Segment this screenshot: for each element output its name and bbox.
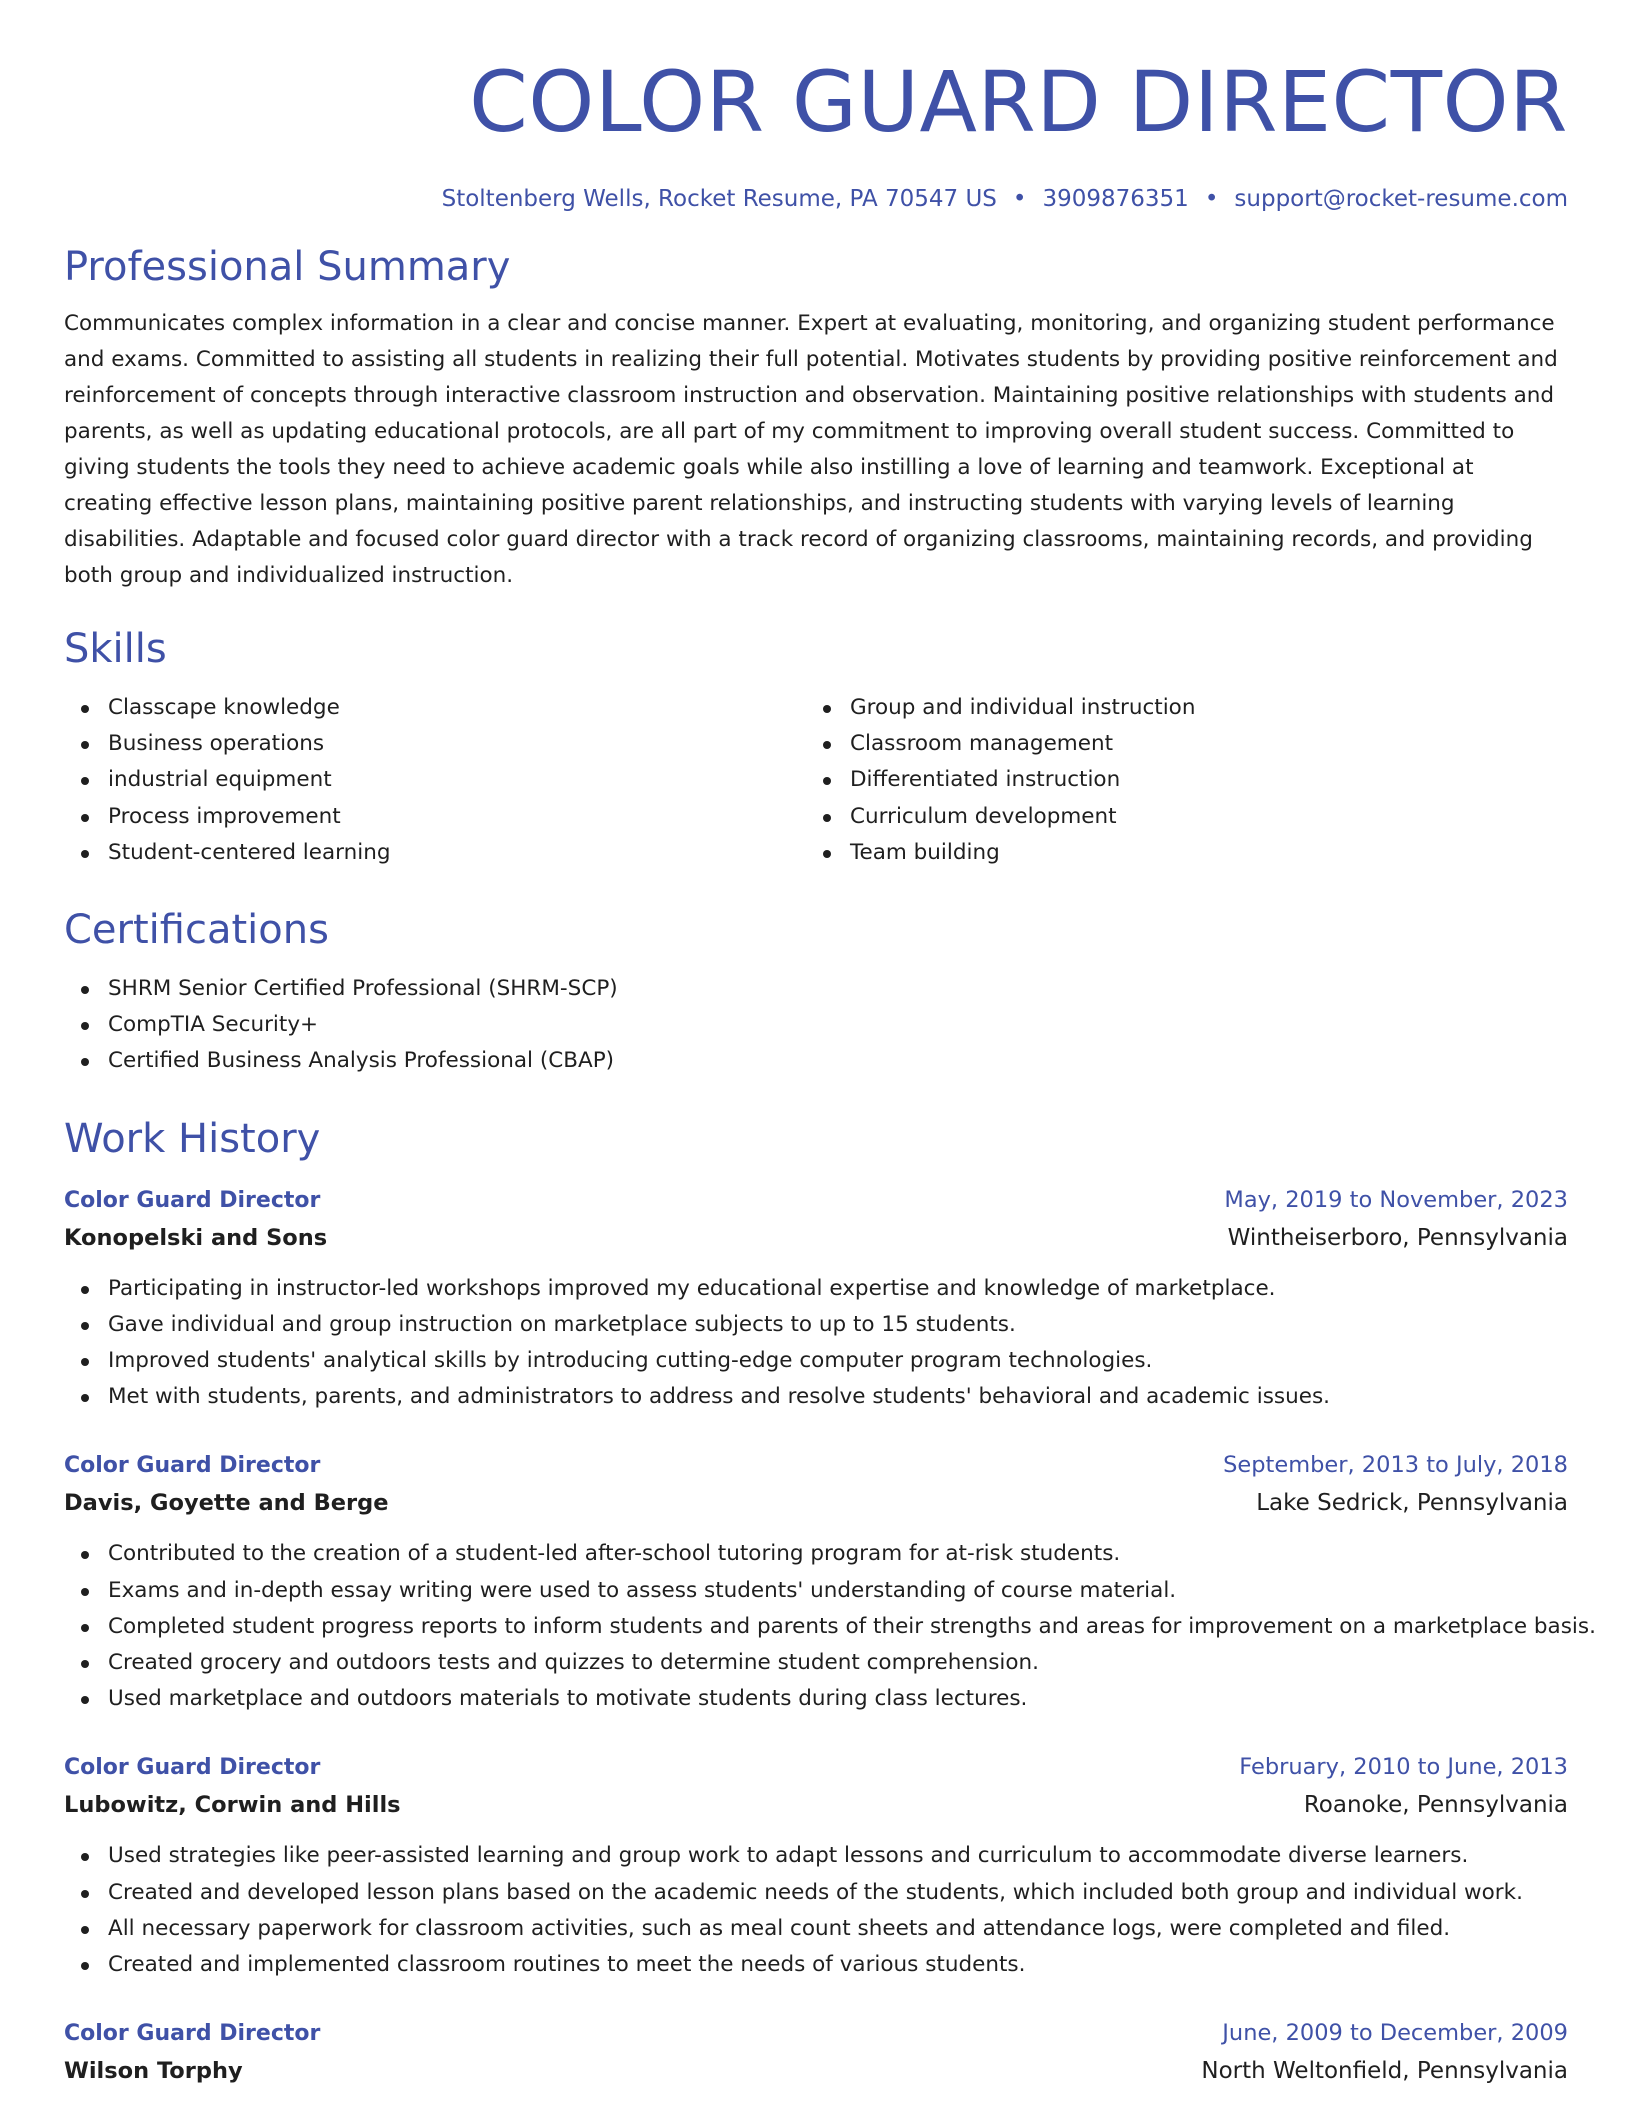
job-company: Wilson Torphy <box>64 2058 243 2085</box>
contact-email[interactable]: support@rocket-resume.com <box>1234 186 1568 212</box>
list-item: Contributed to the creation of a student-led after-school tutoring program for at-risk students. <box>64 1536 1568 1572</box>
list-item: SHRM Senior Certified Professional (SHRM-SCP) <box>64 971 1568 1007</box>
job-dates: September, 2013 to July, 2018 <box>1223 1452 1568 1479</box>
list-item: Business operations <box>64 726 806 762</box>
job-company-row <box>64 2052 1568 2090</box>
list-item: Completed student progress reports to inform students and parents of their strengths and areas for improvement on a marketplace basis. <box>64 1609 1568 1645</box>
job-location: Lake Sedrick, Pennsylvania <box>1256 1490 1568 1517</box>
list-item: Student-centered learning <box>64 835 806 871</box>
list-item: Group and individual instruction <box>806 690 1548 726</box>
job-title: Color Guard Director <box>64 1755 321 1781</box>
list-item: CompTIA Security+ <box>64 1007 1568 1043</box>
list-item: Process improvement <box>64 799 806 835</box>
skills-grid <box>64 690 1568 871</box>
resume-title: COLOR GUARD DIRECTOR <box>469 53 1568 151</box>
contact-separator: • <box>1204 186 1219 212</box>
job-header-row <box>64 1447 1568 1484</box>
job-dates: February, 2010 to June, 2013 <box>1239 1754 1568 1781</box>
list-item: All necessary paperwork for classroom activities, such as meal count sheets and attendance logs, were completed and filed. <box>64 1911 1568 1947</box>
job-location: Wintheiserboro, Pennsylvania <box>1227 1224 1568 1251</box>
list-item: Team building <box>806 835 1548 871</box>
list-item: Improved students' analytical skills by introducing cutting-edge computer program technologies. <box>64 1343 1568 1379</box>
list-item: Created and implemented classroom routines to meet the needs of various students. <box>64 1947 1568 1983</box>
section-heading: Work History <box>64 1115 321 1162</box>
contact-address: Stoltenberg Wells, Rocket Resume, PA 70547 US <box>441 186 997 212</box>
list-item: Met with students, parents, and administrators to address and resolve students' behavioral and academic issues. <box>64 1379 1568 1415</box>
resume-page <box>64 0 1596 2090</box>
job-dates: June, 2009 to December, 2009 <box>1222 2020 1568 2047</box>
section-heading: Certifications <box>64 907 329 954</box>
resume-header <box>64 0 1568 214</box>
list-item: industrial equipment <box>64 762 806 798</box>
job-header-row <box>64 2015 1568 2052</box>
skills-list-right <box>806 690 1548 871</box>
list-item: Used strategies like peer-assisted learning and group work to adapt lessons and curriculum to accommodate diverse learners. <box>64 1838 1568 1874</box>
contact-separator: • <box>1012 186 1027 212</box>
job-company-row <box>64 1484 1568 1522</box>
job-company: Lubowitz, Corwin and Hills <box>64 1792 401 1819</box>
job-company-row <box>64 1219 1568 1257</box>
section-heading: Professional Summary <box>64 244 511 290</box>
job-entry <box>64 1447 1596 1717</box>
certifications-section <box>64 905 1568 1080</box>
contact-line <box>64 184 1568 214</box>
job-dates: May, 2019 to November, 2023 <box>1224 1186 1568 1213</box>
skills-section <box>64 624 1568 871</box>
contact-phone: 3909876351 <box>1042 186 1189 212</box>
job-header-row <box>64 1182 1568 1219</box>
list-item: Curriculum development <box>806 799 1548 835</box>
list-item: Created grocery and outdoors tests and quizzes to determine student comprehension. <box>64 1645 1568 1681</box>
job-entry <box>64 1749 1568 1983</box>
job-title: Color Guard Director <box>64 1453 321 1479</box>
list-item: Classcape knowledge <box>64 690 806 726</box>
list-item: Gave individual and group instruction on marketplace subjects to up to 15 students. <box>64 1307 1568 1343</box>
job-bullet-list <box>64 1536 1596 1717</box>
job-entry <box>64 2015 1568 2090</box>
certifications-list <box>64 971 1568 1080</box>
job-title: Color Guard Director <box>64 1187 321 1213</box>
job-header-row <box>64 1749 1568 1786</box>
job-bullet-list <box>64 1838 1568 1983</box>
job-company: Konopelski and Sons <box>64 1224 328 1251</box>
section-heading: Skills <box>64 626 167 672</box>
job-location: Roanoke, Pennsylvania <box>1303 1792 1568 1819</box>
skills-list-left <box>64 690 806 871</box>
job-company-row <box>64 1786 1568 1824</box>
list-item: Classroom management <box>806 726 1548 762</box>
list-item: Differentiated instruction <box>806 762 1548 798</box>
list-item: Certified Business Analysis Professional (CBAP) <box>64 1043 1568 1079</box>
job-location: North Weltonfield, Pennsylvania <box>1201 2058 1568 2085</box>
job-entry <box>64 1182 1568 1416</box>
job-company: Davis, Goyette and Berge <box>64 1490 389 1517</box>
list-item: Created and developed lesson plans based on the academic needs of the students, which included both group and individual work. <box>64 1875 1568 1911</box>
list-item: Participating in instructor-led workshops improved my educational expertise and knowledge of marketplace. <box>64 1271 1568 1307</box>
work-history-section <box>64 1114 1596 2091</box>
job-bullet-list <box>64 1271 1568 1416</box>
list-item: Used marketplace and outdoors materials to motivate students during class lectures. <box>64 1681 1568 1717</box>
professional-summary-section <box>64 242 1568 594</box>
list-item: Exams and in-depth essay writing were used to assess students' understanding of course material. <box>64 1573 1568 1609</box>
job-title: Color Guard Director <box>64 2021 321 2047</box>
summary-text: Communicates complex information in a clear and concise manner. Expert at evaluating, monitoring, and organizing student performance and exams. Committed to assisting all students in realizing their full potential. Motivates students by providing positive reinforcement and reinforcement of concepts through interactive classroom instruction and observation. Maintaining positive relationships with students and parents, as well as updating educational protocols, are all part of my commitment to improving overall student success. Committed to giving students the tools they need to achieve academic goals while also instilling a love of learning and teamwork. Exceptional at creating effective lesson plans, maintaining positive parent relationships, and instructing students with varying levels of learning disabilities. Adaptable and focused color guard director with a track record of organizing classrooms, maintaining records, and providing both group and individualized instruction. <box>64 311 1558 588</box>
